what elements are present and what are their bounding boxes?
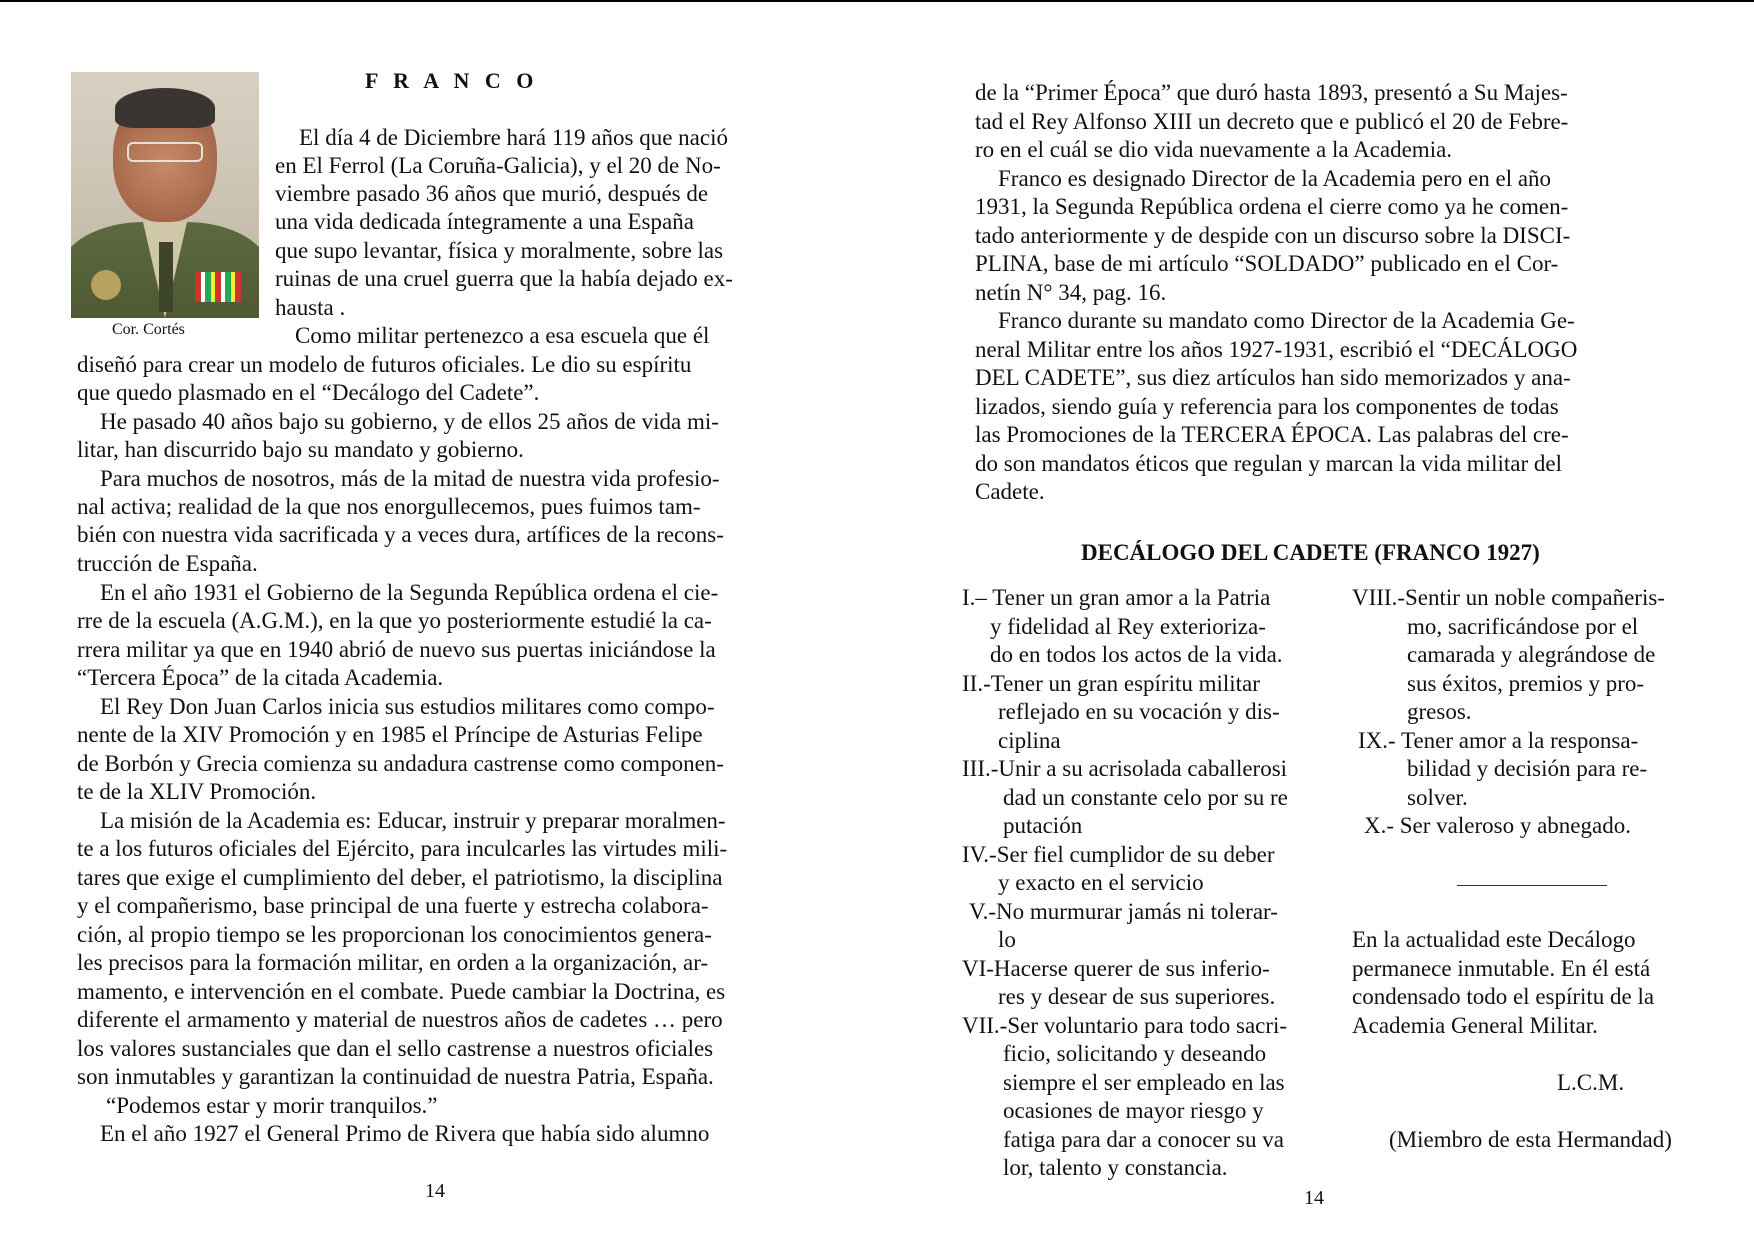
closing-line: condensado todo el espíritu de la [1352, 984, 1655, 1009]
decalogo-item-line: I.– Tener un gran amor a la Patria [962, 585, 1271, 610]
decalogo-item-line: III.-Unir a su acrisolada caballerosi [962, 756, 1288, 781]
body-line: trucción de España. [77, 551, 258, 576]
page-number: 14 [1304, 1187, 1324, 1209]
page-number: 14 [425, 1180, 445, 1202]
body-line: “Podemos estar y morir tranquilos.” [106, 1093, 438, 1118]
body-line: PLINA, base de mi artículo “SOLDADO” publicado en el Cor- [975, 251, 1559, 276]
body-line: diseñó para crear un modelo de futuros oficiales. Le dio su espíritu [77, 352, 692, 377]
body-line: Como militar pertenezco a esa escuela que él [295, 323, 710, 348]
decalogo-item-line: VI-Hacerse querer de sus inferio- [962, 956, 1270, 981]
decalogo-item-line: reflejado en su vocación y dis- [998, 699, 1280, 724]
decalogo-item-line: lo [998, 927, 1016, 952]
body-line: les precisos para la formación militar, en orden a la organización, ar- [77, 950, 709, 975]
decalogo-item-line: fatiga para dar a conocer su va [1003, 1127, 1284, 1152]
decalogo-item-line: dad un constante celo por su re [1003, 785, 1288, 810]
decalogo-item-line: solver. [1407, 785, 1468, 810]
body-line: que supo levantar, física y moralmente, sobre las [275, 238, 724, 263]
decalogo-item-line: II.-Tener un gran espíritu militar [962, 671, 1260, 696]
body-line: Cadete. [975, 479, 1045, 504]
body-line: de la “Primer Época” que duró hasta 1893, presentó a Su Majes- [975, 80, 1568, 105]
body-line: lizados, siendo guía y referencia para los componentes de todas [975, 394, 1559, 419]
body-line: mamento, e intervención en el combate. Puede cambiar la Doctrina, es [77, 979, 726, 1004]
body-line: rrera militar ya que en 1940 abrió de nuevo sus puertas iniciándose la [77, 637, 716, 662]
decalogo-item-line: ciplina [998, 728, 1061, 753]
decalogo-item-line: ficio, solicitando y deseando [1003, 1041, 1267, 1066]
signature-note: (Miembro de esta Hermandad) [1389, 1127, 1672, 1152]
decalogo-item-line: camarada y alegrándose de [1407, 642, 1656, 667]
decalogo-item-line: y exacto en el servicio [998, 870, 1204, 895]
body-line: las Promociones de la TERCERA ÉPOCA. Las palabras del cre- [975, 422, 1569, 447]
photo-caption: Cor. Cortés [112, 321, 185, 338]
signature: L.C.M. [1557, 1070, 1625, 1095]
decalogo-item-line: bilidad y decisión para re- [1407, 756, 1648, 781]
body-line: tares que exige el cumplimiento del deber, el patriotismo, la disciplina [77, 865, 723, 890]
closing-line: En la actualidad este Decálogo [1352, 927, 1636, 952]
decalogo-item-line: VIII.-Sentir un noble compañeris- [1352, 585, 1665, 610]
body-line: En el año 1931 el Gobierno de la Segunda República ordena el cie- [100, 580, 719, 605]
decalogo-item-line: X.- Ser valeroso y abnegado. [1364, 813, 1631, 838]
decalogo-item-line: mo, sacrificándose por el [1407, 614, 1639, 639]
body-line: son inmutables y garantizan la continuidad de nuestra Patria, España. [77, 1064, 714, 1089]
body-line: El Rey Don Juan Carlos inicia sus estudios militares como compo- [100, 694, 715, 719]
section-divider [1457, 885, 1607, 886]
body-line: diferente el armamento y material de nuestros años de cadetes … pero [77, 1007, 723, 1032]
decalogo-item-line: putación [1003, 813, 1083, 838]
decalogo-item-line: siempre el ser empleado en las [1003, 1070, 1285, 1095]
decalogo-item-line: y fidelidad al Rey exterioriza- [990, 614, 1266, 639]
body-line: tad el Rey Alfonso XIII un decreto que e publicó el 20 de Febre- [975, 109, 1569, 134]
closing-line: permanece inmutable. En él está [1352, 956, 1651, 981]
body-line: ro en el cuál se dio vida nuevamente a la Academia. [975, 137, 1453, 162]
body-line: te de la XLIV Promoción. [77, 779, 317, 804]
body-line: DEL CADETE”, sus diez artículos han sido memorizados y ana- [975, 365, 1571, 390]
body-line: te a los futuros oficiales del Ejército, para inculcarles las virtudes mili- [77, 836, 728, 861]
body-line: que quedo plasmado en el “Decálogo del Cadete”. [77, 380, 540, 405]
body-line: nente de la XIV Promoción y en 1985 el Príncipe de Asturias Felipe [77, 722, 703, 747]
body-line: He pasado 40 años bajo su gobierno, y de ellos 25 años de vida mi- [100, 409, 719, 434]
body-line: viembre pasado 36 años que murió, después de [275, 181, 709, 206]
decalogo-item-line: IV.-Ser fiel cumplidor de su deber [962, 842, 1275, 867]
decalogo-item-line: VII.-Ser voluntario para todo sacri- [962, 1013, 1288, 1038]
body-line: rre de la escuela (A.G.M.), en la que yo posteriormente estudié la ca- [77, 608, 712, 633]
body-line: Franco durante su mandato como Director de la Academia Ge- [998, 308, 1575, 333]
article-title: F R A N C O [365, 68, 539, 93]
body-line: Franco es designado Director de la Academia pero en el año [998, 166, 1552, 191]
decalogo-item-line: lor, talento y constancia. [1003, 1155, 1228, 1180]
body-line: de Borbón y Grecia comienza su andadura castrense como componen- [77, 751, 724, 776]
decalogo-item-line: do en todos los actos de la vida. [990, 642, 1283, 667]
decalogo-title: DECÁLOGO DEL CADETE (FRANCO 1927) [1081, 540, 1540, 565]
body-line: ción, al propio tiempo se les proporcionan los conocimientos genera- [77, 922, 712, 947]
body-line: neral Militar entre los años 1927-1931, escribió el “DECÁLOGO [975, 337, 1578, 362]
decalogo-item-line: sus éxitos, premios y pro- [1407, 671, 1645, 696]
decalogo-item-line: ocasiones de mayor riesgo y [1003, 1098, 1264, 1123]
closing-line: Academia General Militar. [1352, 1013, 1598, 1038]
body-line: hausta . [275, 295, 346, 320]
body-line: una vida dedicada íntegramente a una España [275, 209, 694, 234]
body-line: nal activa; realidad de la que nos enorgullecemos, pues fuimos tam- [77, 494, 701, 519]
body-line: netín N° 34, pag. 16. [975, 280, 1167, 305]
decalogo-item-line: gresos. [1407, 699, 1472, 724]
body-line: los valores sustanciales que dan el sello castrense a nuestros oficiales [77, 1036, 714, 1061]
body-line: El día 4 de Diciembre hará 119 años que nació [299, 125, 728, 150]
body-line: litar, han discurrido bajo su mandato y gobierno. [77, 437, 524, 462]
decalogo-item-line: res y desear de sus superiores. [998, 984, 1276, 1009]
decalogo-item-line: IX.- Tener amor a la responsa- [1358, 728, 1639, 753]
body-line: y el compañerismo, base principal de una fuerte y estrecha colabora- [77, 893, 709, 918]
decalogo-item-line: V.-No murmurar jamás ni tolerar- [969, 899, 1278, 924]
body-line: 1931, la Segunda República ordena el cierre como ya he comen- [975, 194, 1569, 219]
body-line: en El Ferrol (La Coruña-Galicia), y el 20 de No- [275, 153, 721, 178]
body-line: La misión de la Academia es: Educar, instruir y preparar moralmen- [100, 808, 726, 833]
body-line: En el año 1927 el General Primo de Rivera que había sido alumno [100, 1121, 710, 1146]
right-page [877, 0, 1754, 1240]
body-line: “Tercera Época” de la citada Academia. [77, 665, 444, 690]
body-line: ruinas de una cruel guerra que la había dejado ex- [275, 266, 733, 291]
body-line: Para muchos de nosotros, más de la mitad de nuestra vida profesio- [100, 466, 720, 491]
body-line: bién con nuestra vida sacrificada y a veces dura, artífices de la recons- [77, 522, 724, 547]
body-line: tado anteriormente y de despide con un discurso sobre la DISCI- [975, 223, 1571, 248]
body-line: do son mandatos éticos que regulan y marcan la vida militar del [975, 451, 1562, 476]
portrait-photo [71, 72, 259, 318]
